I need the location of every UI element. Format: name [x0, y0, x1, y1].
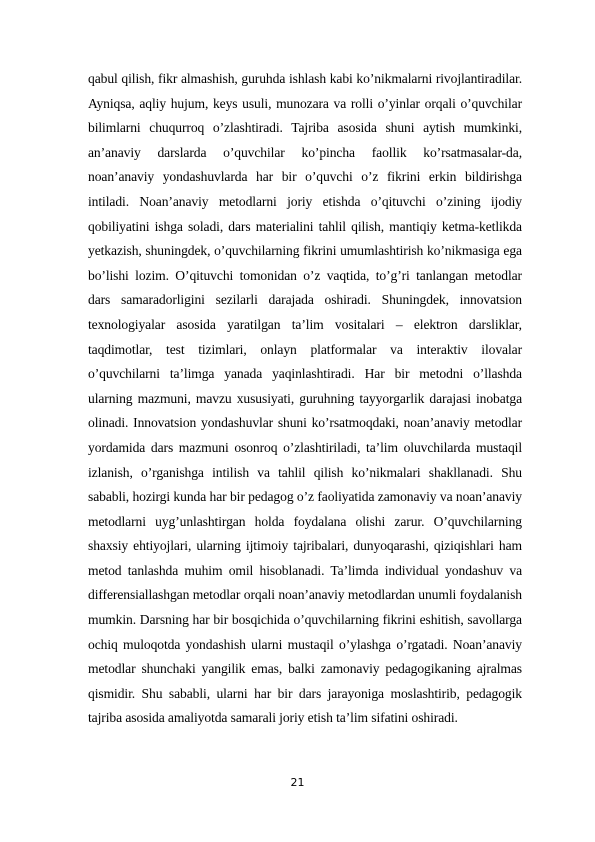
- page-number: 21: [290, 776, 305, 789]
- body-paragraph: qabul qilish, fikr almashish, guruhda ishlash kabi ko’nikmalarni rivojlantiradilar. Ayniqsa, aqliy hujum, keys usuli, munozara va rolli o’yinlar orqali o’quvchilar bilimlarni chuqurroq o’zlashtiradi. Tajriba asosida shuni aytish mumkinki, an’anaviy darslarda o’quvchilar ko’pincha faollik ko’rsatmasalar-da, noan’anaviy yondashuvlarda har bir o’quvchi o’z fikrini erkin bildirishga intiladi. Noan’anaviy metodlarni joriy etishda o’qituvchi o’zining ijodiy qobiliyatini ishga soladi, dars materialini tahlil qilish, mantiqiy ketma-ketlikda yetkazish, shuningdek, o’quvchilarning fikrini umumlashtirish ko’nikmasiga ega bo’lishi lozim. O’qituvchi tomonidan o’z vaqtida, to’g’ri tanlangan metodlar dars samaradorligini sezilarli darajada oshiradi. Shuningdek, innovatsion texnologiyalar asosida yaratilgan ta’lim vositalari – elektron darsliklar, taqdimotlar, test tizimlari, onlayn platformalar va interaktiv ilovalar o’quvchilarni ta’limga yanada yaqinlashtiradi. Har bir metodni o’llashda ularning mazmuni, mavzu xususiyati, guruhning tayyorgarlik darajasi inobatga olinadi. Innovatsion yondashuvlar shuni ko’rsatmoqdaki, noan’anaviy metodlar yordamida dars mazmuni osonroq o’zlashtiriladi, ta’lim oluvchilarda mustaqil izlanish, o’rganishga intilish va tahlil qilish ko’nikmalari shakllanadi. Shu sababli, hozirgi kunda har bir pedagog o’z faoliyatida zamonaviy va noan’anaviy metodlarni uyg’unlashtirgan holda foydalana olishi zarur. O’quvchilarning shaxsiy ehtiyojlari, ularning ijtimoiy tajribalari, dunyoqarashi, qiziqishlari ham metod tanlashda muhim omil hisoblanadi. Ta’limda individual yondashuv va differensiallashgan metodlar orqali noan’anaviy metodlardan unumli foydalanish mumkin. Darsning har bir bosqichida o’quvchilarning fikrini eshitish, savollarga ochiq muloqotda yondashish ularni mustaqil o’ylashga o’rgatadi. Noan’anaviy metodlar shunchaki yangilik emas, balki zamonaviy pedagogikaning ajralmas qismidir. Shu sababli, ularni har bir dars jarayoniga moslashtirib, pedagogik tajriba asosida amaliyotda samarali joriy etish ta’lim sifatini oshiradi.: [88, 71, 522, 726]
